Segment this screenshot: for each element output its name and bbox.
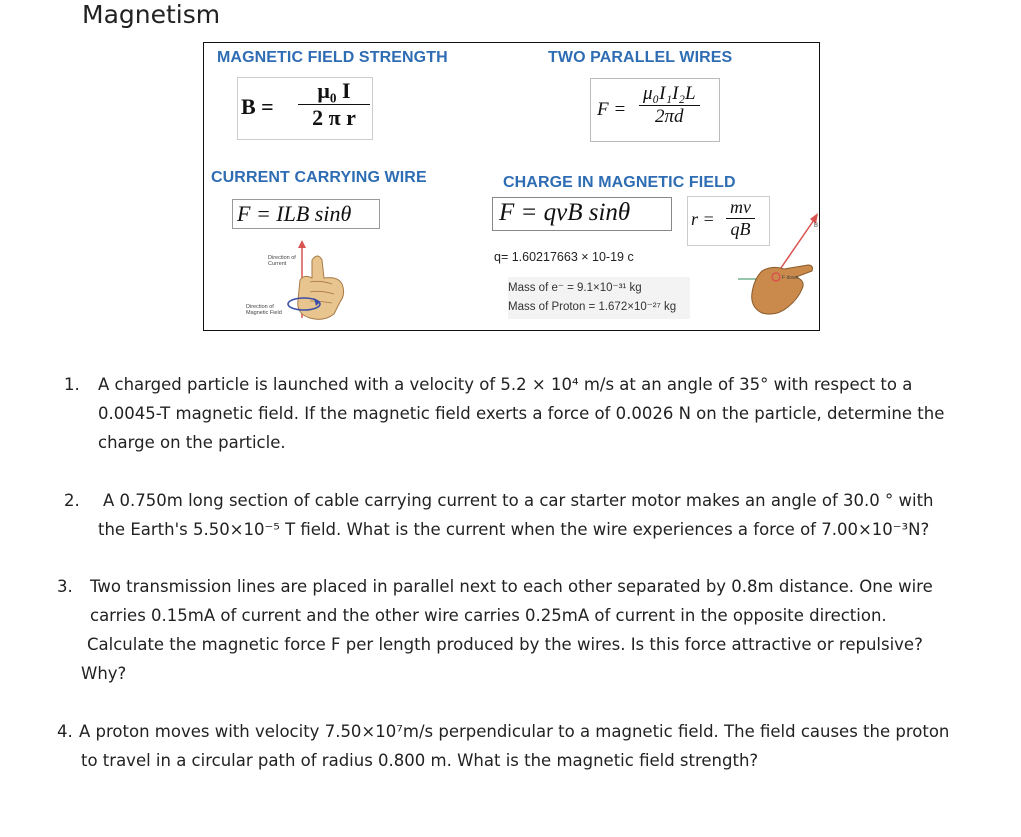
question-line: the Earth's 5.50×10⁻⁵ T field. What is the current when the wire experiences a force of 7.00×10⁻³N? — [98, 520, 930, 539]
radius-denominator: qB — [730, 219, 751, 239]
radius-numerator: mv — [726, 197, 755, 219]
current-direction-label: Direction of Current — [268, 255, 296, 267]
formula-panel — [203, 42, 820, 331]
question-number: 2. — [64, 491, 80, 510]
field-strength-formula — [237, 77, 373, 140]
field-direction-label: Direction of Magnetic Field — [246, 304, 282, 316]
charge-field-heading: CHARGE IN MAGNETIC FIELD — [503, 174, 736, 191]
current-wire-formula-box — [232, 199, 380, 229]
page-title: Magnetism — [82, 0, 221, 29]
parallel-wires-fraction — [639, 83, 700, 128]
right-hand-grip-icon — [284, 238, 354, 323]
electron-mass: Mass of e⁻ = 9.1×10⁻³¹ kg — [508, 282, 642, 294]
question-number: 3. — [57, 577, 73, 596]
question-line: charge on the particle. — [98, 433, 286, 452]
charge-value: q= 1.60217663 × 10-19 c — [494, 250, 634, 264]
right-hand-rule-icon — [722, 211, 820, 327]
mass-values — [508, 277, 690, 319]
charge-field-formula: F = qvB sinθ — [499, 199, 631, 226]
question-line: to travel in a circular path of radius 0.800 m. What is the magnetic field strength? — [81, 751, 759, 770]
field-strength-denominator: 2 π r — [312, 105, 356, 130]
current-wire-heading: CURRENT CARRYING WIRE — [211, 169, 427, 186]
question-line: Why? — [81, 664, 127, 683]
question-line: A proton moves with velocity 7.50×10⁷m/s perpendicular to a magnetic field. The field causes the proton — [79, 722, 950, 741]
question-line: Two transmission lines are placed in parallel next to each other separated by 0.8m distance. One wire — [90, 577, 933, 596]
f-down-label: F down — [782, 275, 799, 281]
field-strength-heading: MAGNETIC FIELD STRENGTH — [217, 49, 448, 66]
question-line: Calculate the magnetic force F per length produced by the wires. Is this force attractive or repulsive? — [87, 635, 923, 654]
question-number: 4. — [57, 722, 73, 741]
current-wire-formula: F = ILB sinθ — [237, 201, 352, 226]
b-arrow-label: B — [814, 223, 819, 229]
parallel-wires-lhs: F = — [597, 99, 627, 120]
parallel-wires-formula — [590, 78, 720, 142]
field-strength-lhs: B = — [241, 94, 274, 119]
question-line: A charged particle is launched with a velocity of 5.2 × 10⁴ m/s at an angle of 35° with respect to a — [98, 375, 913, 394]
question-line: A 0.750m long section of cable carrying current to a car starter motor makes an angle of 30.0 ° with — [103, 491, 934, 510]
field-strength-numerator: μ₀ I — [298, 78, 370, 105]
parallel-wires-denominator: 2πd — [655, 106, 684, 127]
radius-lhs: r = — [691, 209, 715, 229]
question-line: carries 0.15mA of current and the other wire carries 0.25mA of current in the opposite direction. — [90, 606, 887, 625]
field-strength-fraction — [298, 78, 370, 131]
question-number: 1. — [64, 375, 80, 394]
parallel-wires-heading: TWO PARALLEL WIRES — [548, 49, 733, 66]
charge-field-formula-box — [492, 197, 672, 231]
question-line: 0.0045-T magnetic field. If the magnetic field exerts a force of 0.0026 N on the particle, determine the — [98, 404, 945, 423]
proton-mass: Mass of Proton = 1.672×10⁻²⁷ kg — [508, 301, 677, 313]
parallel-wires-numerator: μ₀I₁I₂L — [639, 83, 700, 106]
